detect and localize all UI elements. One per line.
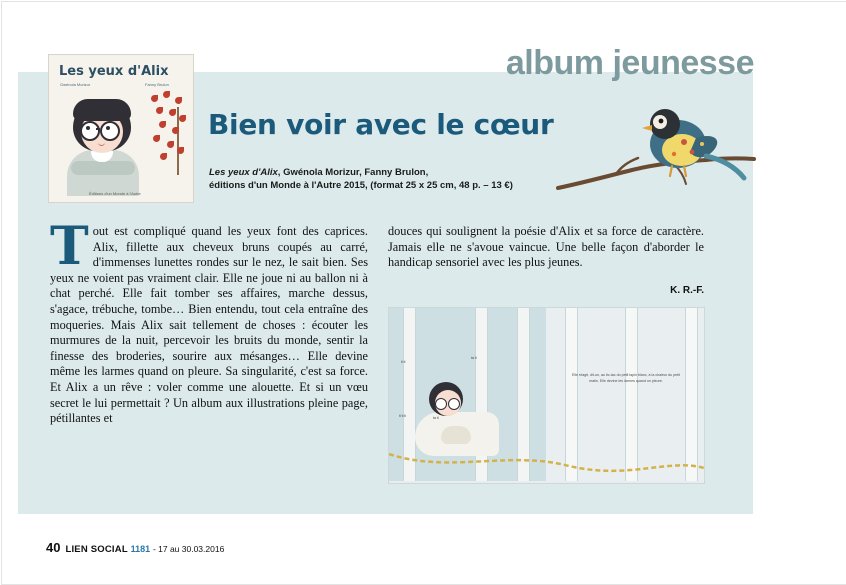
spread-note-a: ti ti: [401, 360, 405, 364]
spread-cat: [441, 426, 471, 444]
bird-svg: [556, 96, 756, 216]
spread-note-b: ti ti ti: [399, 414, 406, 418]
spread-rope: [389, 448, 704, 478]
body-text-right: douces qui soulignent la poésie d'Alix et sa force de caractère. Jamais elle ne s'avoue vaincue. Une belle façon d'aborder le handicap sensoriel avec les plus jeunes.: [388, 224, 704, 269]
top-margin: [0, 0, 846, 30]
credits-authors: , Gwénola Morizur, Fanny Brulon,: [278, 167, 428, 178]
book-credits: [209, 166, 549, 192]
bird-illustration: [556, 96, 756, 216]
cover-illustrator-text: Fanny Brulon: [145, 82, 169, 87]
left-gutter: [0, 0, 18, 584]
cover-leaves: [147, 91, 187, 171]
section-heading: album jeunesse: [506, 44, 754, 83]
bird-pattern-dot-3: [672, 152, 676, 156]
spread-girl-glasses-right: [448, 398, 460, 410]
spread-caption-text: Elle réagit, dit-on, au tic-tac du petit lapin blanc, à la chaleur du petit matin. Elle devine les larmes quand on pleure.: [567, 372, 685, 384]
rope-line: [389, 454, 704, 471]
cover-girl-eye-left: [86, 126, 90, 130]
cover-publisher-text: Éditions d'un Monde à l'Autre: [89, 191, 141, 196]
spread-note-c: ta ti: [471, 356, 476, 360]
article-byline: K. R.-F.: [388, 285, 704, 296]
page-number: 40: [46, 540, 60, 555]
article-title: Bien voir avec le cœur: [208, 108, 553, 141]
cover-girl-glasses-left: [80, 121, 100, 141]
book-cover-image: [48, 54, 194, 203]
bird-pattern-dot-2: [690, 150, 695, 155]
body-text-left: out est compliqué quand les yeux font des caprices. Alix, fillette aux cheveux bruns coupés au carré, d'immenses lunettes rondes sur le nez, le sait bien. Ses yeux ne voient pas vraiment clair. Elle ne joue ni au ballon ni à chat perché. Elle fait tomber ses affaires, marche dessus, s'agace, trébuche, tombe… Bien entendu, tout cela entraîne des moqueries. Mais Alix sait tellement de choses : écouter les murmures de la nuit, percevoir les bruits du monde, sentir la finesse des broderies, sourire aux mésanges… Elle devine même les larmes quand on pleure. Sa singularité, c'est sa force. Et Alix a un rêve : voler comme une alouette. Et si un vœu secret le lui permettait ? Un album aux illustrations pleine page, pétillantes et: [50, 224, 368, 425]
cover-girl-glasses-bridge: [96, 128, 100, 130]
spread-note-d: ta ti: [433, 416, 438, 420]
cover-girl-fringe: [73, 99, 131, 121]
page-footer: [46, 540, 224, 555]
right-margin: [753, 0, 846, 584]
issue-number: 1181: [131, 544, 151, 554]
cover-author-text: Gwénola Morizur: [60, 82, 90, 87]
spread-girl-glasses-left: [435, 398, 447, 410]
inner-spread-image: [388, 307, 705, 484]
cover-girl-eye-right: [106, 126, 110, 130]
cover-title-text: Les yeux d'Alix: [59, 64, 168, 79]
bird-eye: [659, 119, 664, 124]
cover-girl-arms: [71, 161, 135, 175]
body-column-left: [50, 224, 368, 427]
issue-date: - 17 au 30.03.2016: [153, 544, 224, 554]
bird-pattern-dot-4: [700, 142, 704, 146]
magazine-name: LIEN SOCIAL: [65, 544, 127, 555]
credits-publisher: éditions d'un Monde à l'Autre 2015, (format 25 x 25 cm, 48 p. – 13 €): [209, 180, 513, 191]
drop-cap: T: [50, 226, 89, 268]
cover-girl-glasses-right: [100, 121, 120, 141]
bird-beak: [642, 125, 652, 131]
credits-book-title: Les yeux d'Alix: [209, 167, 278, 178]
bird-pattern-dot-1: [681, 139, 687, 145]
body-column-right: [388, 224, 704, 271]
